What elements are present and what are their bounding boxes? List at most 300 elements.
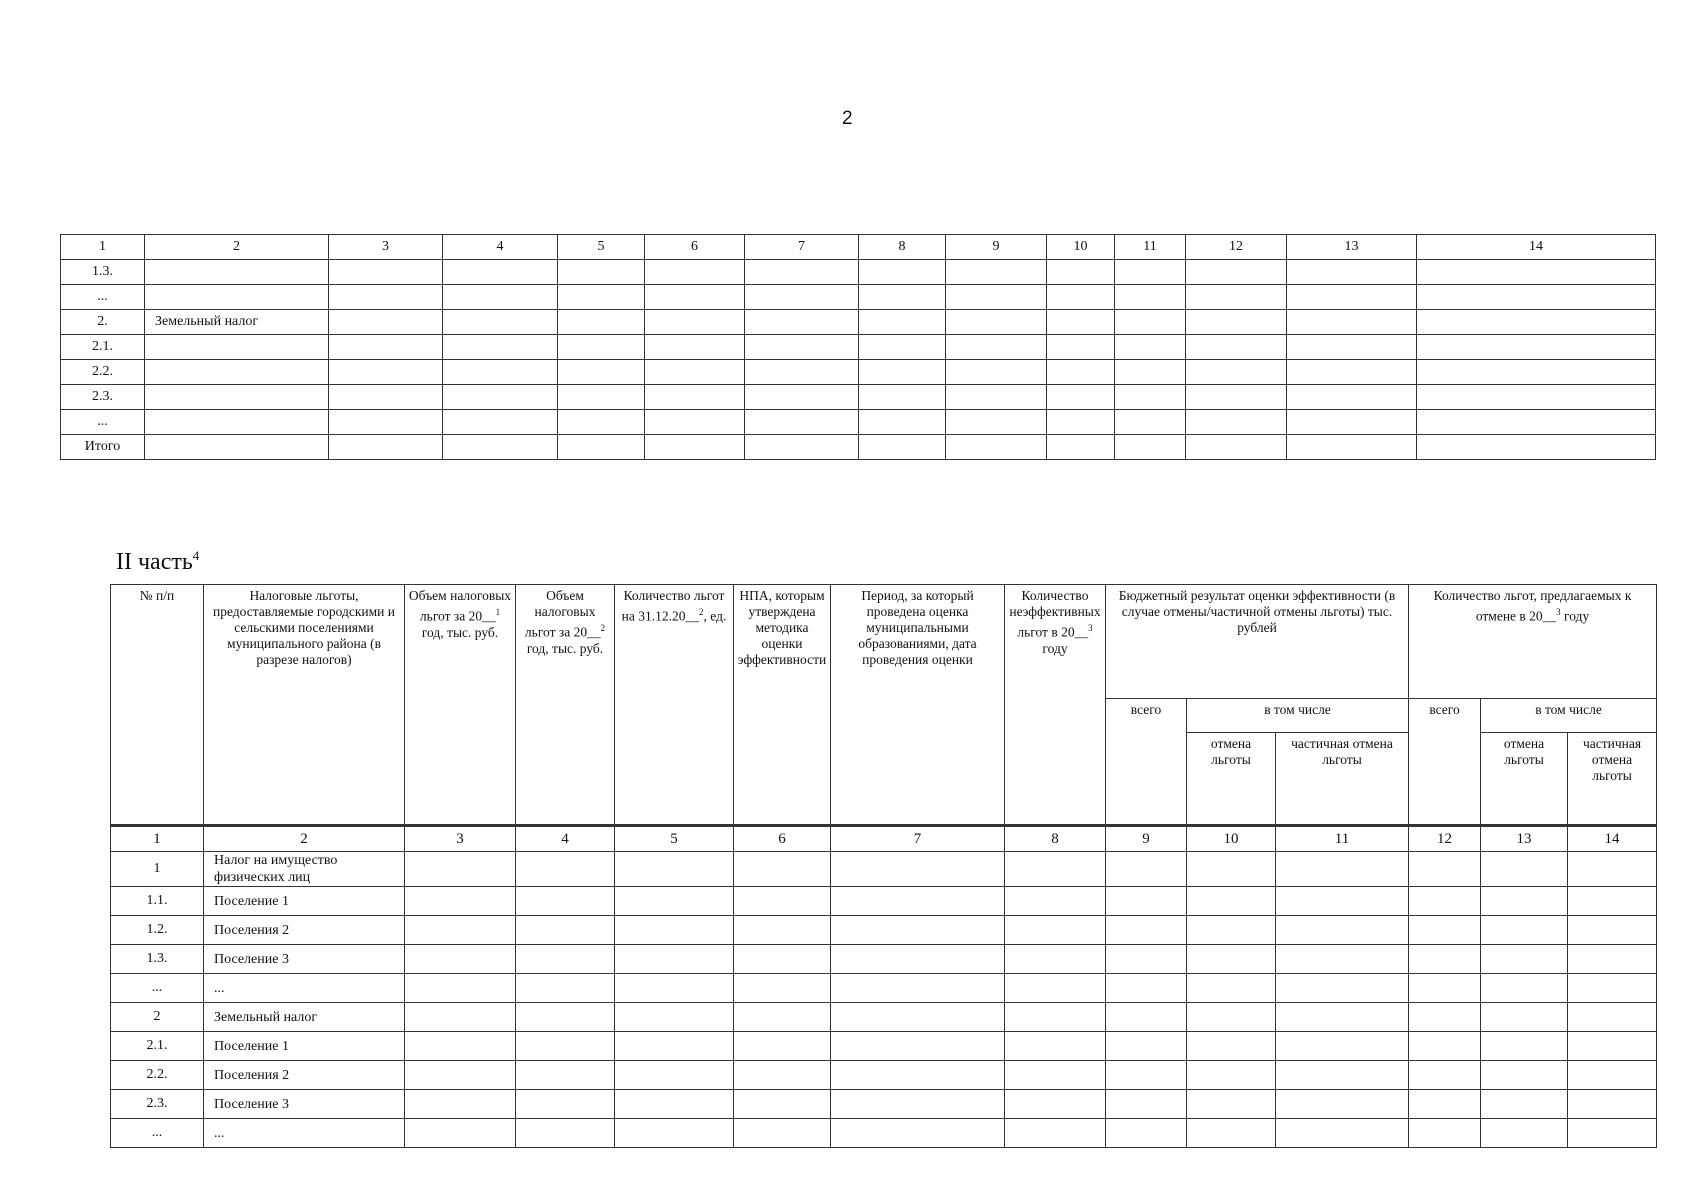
table-cell — [946, 385, 1047, 410]
table-cell — [1005, 1003, 1106, 1032]
table-cell — [734, 852, 831, 887]
table-cell — [1106, 1119, 1187, 1148]
table-cell — [1047, 410, 1115, 435]
row-number: 2 — [111, 1003, 204, 1032]
header-proposed-count: Количество льгот, предлагаемых к отмене в 20__$^3$ году — [1409, 585, 1657, 699]
table-cell — [1481, 852, 1568, 887]
table-cell — [443, 385, 558, 410]
row-number: 1.2. — [111, 916, 204, 945]
table-cell — [645, 385, 745, 410]
table-row — [61, 335, 1656, 360]
table-cell — [1276, 1090, 1409, 1119]
table-cell — [745, 335, 859, 360]
row-number: Итого — [61, 435, 145, 460]
table-cell — [443, 260, 558, 285]
table-cell — [946, 310, 1047, 335]
header-including-2: в том числе — [1481, 699, 1657, 733]
t1-col-3: 3 — [329, 235, 443, 260]
table-cell — [745, 385, 859, 410]
table-cell — [745, 285, 859, 310]
table-cell — [1186, 410, 1287, 435]
table-cell — [1115, 335, 1186, 360]
table-cell — [1187, 1061, 1276, 1090]
table-cell — [615, 974, 734, 1003]
table-cell — [1287, 410, 1417, 435]
header-npa: НПА, которым утверждена методика оценки эффективности — [734, 585, 831, 826]
table-cell — [831, 945, 1005, 974]
table-continuation — [60, 234, 1656, 460]
table-cell — [1409, 852, 1481, 887]
table-row — [61, 310, 1656, 335]
table-cell — [443, 285, 558, 310]
table-cell — [1047, 335, 1115, 360]
table-cell — [1409, 1090, 1481, 1119]
table-cell — [1287, 435, 1417, 460]
table-cell — [558, 435, 645, 460]
table-row — [111, 852, 1657, 887]
row-number: ... — [111, 974, 204, 1003]
table-cell — [745, 360, 859, 385]
table-cell — [831, 974, 1005, 1003]
table-row — [111, 1032, 1657, 1061]
table-cell — [1115, 385, 1186, 410]
row-name — [145, 410, 329, 435]
table-cell — [615, 887, 734, 916]
row-number: 2.3. — [111, 1090, 204, 1119]
row-name: Земельный налог — [145, 310, 329, 335]
table-cell — [1005, 887, 1106, 916]
t2-col-1: 1 — [111, 826, 204, 852]
table-cell — [443, 335, 558, 360]
table-cell — [1568, 1003, 1657, 1032]
table-cell — [1047, 435, 1115, 460]
row-number: 2.2. — [61, 360, 145, 385]
table-cell — [1186, 285, 1287, 310]
table-cell — [1186, 360, 1287, 385]
table-cell — [831, 1003, 1005, 1032]
table-cell — [831, 916, 1005, 945]
table-cell — [1287, 335, 1417, 360]
table-cell — [1409, 887, 1481, 916]
table-cell — [1276, 974, 1409, 1003]
table-cell — [516, 974, 615, 1003]
table-cell — [831, 887, 1005, 916]
t2-col-2: 2 — [204, 826, 405, 852]
table-cell — [1568, 1090, 1657, 1119]
table-cell — [405, 1003, 516, 1032]
row-name: ... — [204, 974, 405, 1003]
table-cell — [1106, 1032, 1187, 1061]
table-cell — [734, 1032, 831, 1061]
table-cell — [859, 410, 946, 435]
table-cell — [1047, 385, 1115, 410]
table-cell — [615, 1090, 734, 1119]
row-name — [145, 385, 329, 410]
table-cell — [1187, 1003, 1276, 1032]
table-cell — [1005, 1119, 1106, 1148]
table-cell — [645, 310, 745, 335]
header-including-1: в том числе — [1187, 699, 1409, 733]
table-row — [61, 285, 1656, 310]
table-row — [111, 1061, 1657, 1090]
table-cell — [558, 260, 645, 285]
t1-col-12: 12 — [1186, 235, 1287, 260]
row-number: 2.2. — [111, 1061, 204, 1090]
table-cell — [1186, 310, 1287, 335]
table-cell — [1409, 974, 1481, 1003]
table-cell — [734, 887, 831, 916]
table-cell — [831, 852, 1005, 887]
t2-col-10: 10 — [1187, 826, 1276, 852]
table-cell — [1187, 1119, 1276, 1148]
table-cell — [516, 1090, 615, 1119]
row-number: ... — [61, 410, 145, 435]
table-cell — [1481, 1061, 1568, 1090]
header-benefits: Налоговые льготы, предоставляемые городскими и сельскими поселениями муниципального района (в разрезе налогов) — [204, 585, 405, 826]
table-cell — [734, 916, 831, 945]
table-cell — [329, 385, 443, 410]
table-cell — [1115, 285, 1186, 310]
t2-col-5: 5 — [615, 826, 734, 852]
table-cell — [405, 852, 516, 887]
table-cell — [443, 360, 558, 385]
header-num: № п/п — [111, 585, 204, 826]
table2-column-numbers — [111, 826, 1657, 852]
table-cell — [1047, 310, 1115, 335]
table-cell — [1568, 852, 1657, 887]
table-cell — [558, 410, 645, 435]
t1-col-9: 9 — [946, 235, 1047, 260]
header-count: Количество льгот на 31.12.20__$^2$, ед. — [615, 585, 734, 826]
table-cell — [558, 285, 645, 310]
table-cell — [615, 852, 734, 887]
table-row — [111, 1003, 1657, 1032]
table-cell — [1417, 360, 1656, 385]
row-name: Земельный налог — [204, 1003, 405, 1032]
table-cell — [1047, 285, 1115, 310]
table-cell — [1417, 260, 1656, 285]
table-cell — [405, 887, 516, 916]
row-name: Поселения 2 — [204, 916, 405, 945]
table-cell — [734, 1003, 831, 1032]
table-cell — [1276, 1032, 1409, 1061]
table-cell — [1186, 335, 1287, 360]
table-cell — [1276, 887, 1409, 916]
table-cell — [1409, 1061, 1481, 1090]
table-cell — [1481, 1003, 1568, 1032]
table-cell — [405, 1090, 516, 1119]
t2-col-8: 8 — [1005, 826, 1106, 852]
table-cell — [645, 260, 745, 285]
table-cell — [329, 360, 443, 385]
table-cell — [558, 385, 645, 410]
table-cell — [1481, 945, 1568, 974]
table-cell — [1568, 974, 1657, 1003]
row-name — [145, 335, 329, 360]
header-partial-1: частичная отмена льготы — [1276, 733, 1409, 826]
table-cell — [1409, 945, 1481, 974]
table-cell — [615, 1061, 734, 1090]
table-cell — [645, 360, 745, 385]
header-ineffective: Количество неэффективных льгот в 20__$^3$ году — [1005, 585, 1106, 826]
table-cell — [329, 410, 443, 435]
table-cell — [1047, 360, 1115, 385]
header-row-1 — [111, 585, 1657, 699]
table-cell — [946, 410, 1047, 435]
header-cancel-2: отмена льготы — [1481, 733, 1568, 826]
table-cell — [405, 974, 516, 1003]
table-cell — [1481, 974, 1568, 1003]
table-cell — [443, 435, 558, 460]
row-name: ... — [204, 1119, 405, 1148]
row-number: 1.3. — [61, 260, 145, 285]
row-number: 1.1. — [111, 887, 204, 916]
table-cell — [558, 360, 645, 385]
table-cell — [1287, 360, 1417, 385]
table-row — [111, 916, 1657, 945]
table-row — [61, 410, 1656, 435]
table-cell — [516, 887, 615, 916]
row-name: Поселение 1 — [204, 887, 405, 916]
table-row — [111, 974, 1657, 1003]
table-cell — [745, 435, 859, 460]
table-cell — [1481, 916, 1568, 945]
table-cell — [516, 1119, 615, 1148]
table-cell — [516, 916, 615, 945]
table-cell — [405, 1061, 516, 1090]
t1-col-14: 14 — [1417, 235, 1656, 260]
table-cell — [946, 260, 1047, 285]
header-cancel-1: отмена льготы — [1187, 733, 1276, 826]
t1-col-2: 2 — [145, 235, 329, 260]
header-total-2: всего — [1409, 699, 1481, 826]
table-cell — [405, 1119, 516, 1148]
t1-col-5: 5 — [558, 235, 645, 260]
table-cell — [1568, 1119, 1657, 1148]
table-cell — [859, 310, 946, 335]
table-cell — [745, 410, 859, 435]
table-row — [111, 945, 1657, 974]
table-cell — [1287, 385, 1417, 410]
table-cell — [859, 435, 946, 460]
t2-col-11: 11 — [1276, 826, 1409, 852]
table-cell — [1187, 887, 1276, 916]
table-cell — [734, 1119, 831, 1148]
table-cell — [745, 260, 859, 285]
table-cell — [329, 335, 443, 360]
table-cell — [615, 1032, 734, 1061]
table-cell — [831, 1032, 1005, 1061]
table-cell — [516, 945, 615, 974]
table-cell — [1115, 260, 1186, 285]
row-name: Налог на имущество физических лиц — [204, 852, 405, 887]
table-cell — [1417, 435, 1656, 460]
table-cell — [558, 335, 645, 360]
table-cell — [1417, 310, 1656, 335]
table-cell — [1409, 1032, 1481, 1061]
t1-col-13: 13 — [1287, 235, 1417, 260]
header-budget-result: Бюджетный результат оценки эффективности (в случае отмены/частичной отмены льготы) тыс. рублей — [1106, 585, 1409, 699]
table-cell — [443, 410, 558, 435]
row-number: 2.1. — [111, 1032, 204, 1061]
table-cell — [1276, 852, 1409, 887]
table-cell — [1187, 1032, 1276, 1061]
table-cell — [745, 310, 859, 335]
table-cell — [946, 360, 1047, 385]
table-cell — [859, 385, 946, 410]
table-cell — [329, 310, 443, 335]
row-number: ... — [111, 1119, 204, 1148]
table-cell — [1287, 285, 1417, 310]
page-number: 2 — [842, 108, 853, 129]
table1-column-numbers — [61, 235, 1656, 260]
table-cell — [558, 310, 645, 335]
table-cell — [1276, 1061, 1409, 1090]
table-cell — [1187, 916, 1276, 945]
table-cell — [1276, 1119, 1409, 1148]
table-cell — [1115, 435, 1186, 460]
table-cell — [1417, 410, 1656, 435]
table-cell — [1005, 945, 1106, 974]
table-cell — [1005, 1032, 1106, 1061]
table-cell — [1409, 1119, 1481, 1148]
table-part-two — [110, 584, 1657, 1148]
t2-col-7: 7 — [831, 826, 1005, 852]
table-cell — [1106, 887, 1187, 916]
row-number: 2.1. — [61, 335, 145, 360]
table-cell — [859, 335, 946, 360]
table-cell — [1276, 916, 1409, 945]
table-cell — [645, 335, 745, 360]
table-cell — [1481, 1032, 1568, 1061]
table-row — [61, 260, 1656, 285]
table-cell — [1106, 974, 1187, 1003]
table-cell — [1106, 1061, 1187, 1090]
row-name: Поселение 1 — [204, 1032, 405, 1061]
table-row — [111, 1090, 1657, 1119]
table-row — [61, 360, 1656, 385]
table-cell — [734, 945, 831, 974]
t2-col-3: 3 — [405, 826, 516, 852]
table-cell — [1106, 945, 1187, 974]
table-cell — [1187, 945, 1276, 974]
table-cell — [1187, 852, 1276, 887]
table-cell — [405, 916, 516, 945]
table-cell — [831, 1119, 1005, 1148]
table-row — [61, 385, 1656, 410]
table-cell — [1047, 260, 1115, 285]
table-cell — [1417, 385, 1656, 410]
table-cell — [645, 285, 745, 310]
table-cell — [1417, 335, 1656, 360]
header-period: Период, за который проведена оценка муниципальными образованиями, дата проведения оценки — [831, 585, 1005, 826]
t1-col-8: 8 — [859, 235, 946, 260]
header-volume-1: Объем налоговых льгот за 20__$^1$ год, тыс. руб. — [405, 585, 516, 826]
table-cell — [1417, 285, 1656, 310]
table-row — [111, 1119, 1657, 1148]
t2-col-12: 12 — [1409, 826, 1481, 852]
t1-col-10: 10 — [1047, 235, 1115, 260]
table-cell — [859, 285, 946, 310]
table-cell — [734, 974, 831, 1003]
t2-col-14: 14 — [1568, 826, 1657, 852]
header-total-1: всего — [1106, 699, 1187, 826]
table-cell — [1287, 260, 1417, 285]
table-cell — [946, 335, 1047, 360]
table-cell — [1115, 310, 1186, 335]
row-name — [145, 285, 329, 310]
table-cell — [1568, 887, 1657, 916]
row-number: ... — [61, 285, 145, 310]
table-cell — [734, 1061, 831, 1090]
table-cell — [329, 435, 443, 460]
row-name: Поселение 3 — [204, 1090, 405, 1119]
t2-col-9: 9 — [1106, 826, 1187, 852]
table-cell — [516, 1032, 615, 1061]
table-cell — [831, 1061, 1005, 1090]
table-cell — [443, 310, 558, 335]
table-cell — [645, 410, 745, 435]
table-cell — [831, 1090, 1005, 1119]
table-cell — [615, 945, 734, 974]
table-cell — [645, 435, 745, 460]
table-cell — [1106, 1090, 1187, 1119]
table-cell — [516, 1003, 615, 1032]
table-cell — [946, 435, 1047, 460]
row-number: 1 — [111, 852, 204, 887]
table-cell — [1106, 1003, 1187, 1032]
table-cell — [859, 360, 946, 385]
table-cell — [1115, 410, 1186, 435]
section-title: II часть$^4$ — [116, 548, 200, 575]
table-cell — [405, 1032, 516, 1061]
t2-col-6: 6 — [734, 826, 831, 852]
table-cell — [1568, 1032, 1657, 1061]
table-cell — [859, 260, 946, 285]
table-cell — [405, 945, 516, 974]
table-cell — [1409, 1003, 1481, 1032]
row-name — [145, 260, 329, 285]
t2-col-13: 13 — [1481, 826, 1568, 852]
table-cell — [1568, 916, 1657, 945]
row-name — [145, 435, 329, 460]
table-cell — [1481, 1090, 1568, 1119]
table-cell — [1276, 1003, 1409, 1032]
table-cell — [1409, 916, 1481, 945]
table-cell — [329, 285, 443, 310]
header-partial-2: частичная отмена льготы — [1568, 733, 1657, 826]
table-cell — [615, 916, 734, 945]
t1-col-6: 6 — [645, 235, 745, 260]
table-cell — [615, 1003, 734, 1032]
table-cell — [1005, 852, 1106, 887]
table-cell — [1568, 1061, 1657, 1090]
row-name: Поселения 2 — [204, 1061, 405, 1090]
t1-col-11: 11 — [1115, 235, 1186, 260]
table-cell — [1005, 1061, 1106, 1090]
table-cell — [615, 1119, 734, 1148]
table-cell — [1568, 945, 1657, 974]
table-cell — [1187, 974, 1276, 1003]
t1-col-1: 1 — [61, 235, 145, 260]
table-cell — [734, 1090, 831, 1119]
t1-col-7: 7 — [745, 235, 859, 260]
table-cell — [1106, 916, 1187, 945]
table-cell — [1287, 310, 1417, 335]
table-cell — [1115, 360, 1186, 385]
row-name — [145, 360, 329, 385]
table-cell — [1186, 435, 1287, 460]
